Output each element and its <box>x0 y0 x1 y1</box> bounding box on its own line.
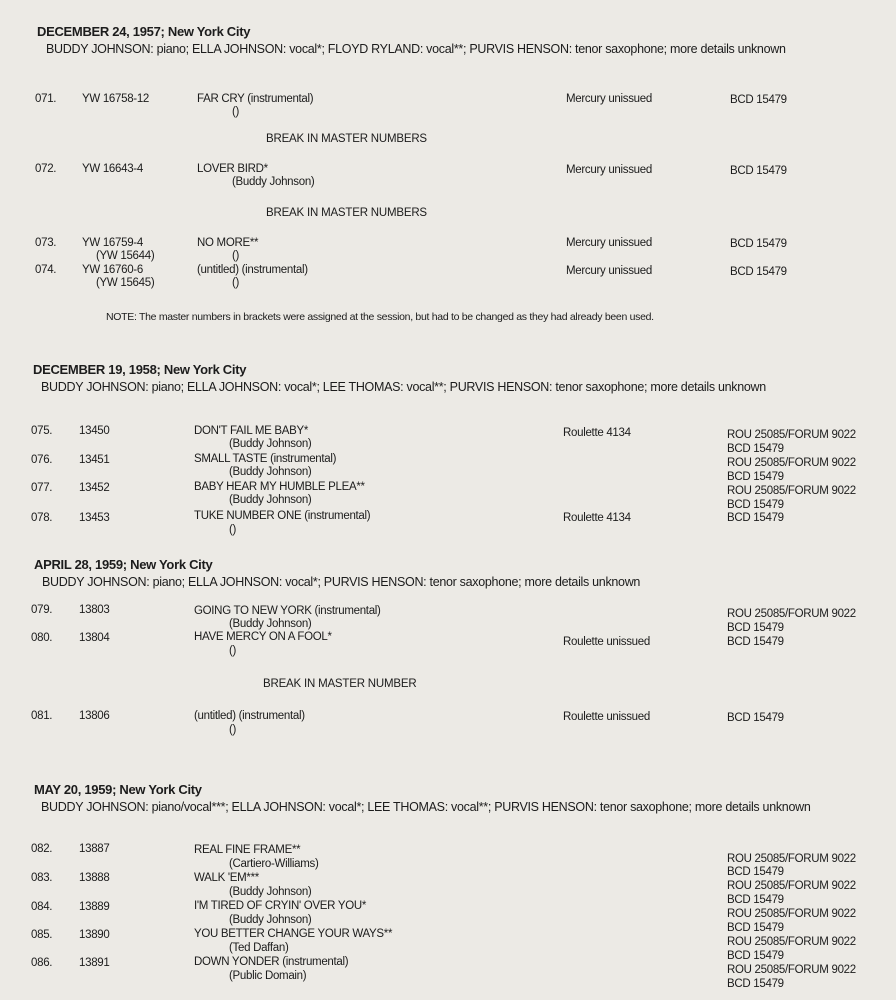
cd-issue-2: BCD 15479 <box>727 499 784 511</box>
track-number: 074. <box>35 264 57 276</box>
cd-issue-2: BCD 15479 <box>727 922 784 934</box>
session-personnel: BUDDY JOHNSON: piano; ELLA JOHNSON: vocal*; FLOYD RYLAND: vocal**; PURVIS HENSON: tenor saxophone; more details unknown <box>46 42 786 56</box>
cd-issue: BCD 15479 <box>730 94 787 106</box>
master-number: YW 16643-4 <box>82 163 143 175</box>
track-title: WALK 'EM*** <box>194 872 259 884</box>
track-title: DOWN YONDER (instrumental) <box>194 956 349 968</box>
track-title: BABY HEAR MY HUMBLE PLEA** <box>194 481 365 493</box>
cd-issue-2: BCD 15479 <box>727 978 784 990</box>
track-number: 081. <box>31 710 53 722</box>
track-title: GOING TO NEW YORK (instrumental) <box>194 605 381 617</box>
master-break-note: BREAK IN MASTER NUMBERS <box>266 207 427 219</box>
master-number: 13889 <box>79 901 110 913</box>
cd-issue: BCD 15479 <box>727 636 784 648</box>
master-break-note: BREAK IN MASTER NUMBER <box>263 678 417 690</box>
session-heading: DECEMBER 19, 1958; New York City <box>33 362 247 377</box>
session-personnel: BUDDY JOHNSON: piano/vocal***; ELLA JOHNSON: vocal*; LEE THOMAS: vocal**; PURVIS HENSON: tenor saxophone; more details unknown <box>41 800 811 814</box>
master-number: YW 16758-12 <box>82 93 150 105</box>
track-number: 086. <box>31 957 53 969</box>
cd-issue: ROU 25085/FORUM 9022 <box>727 608 856 620</box>
master-number: 13890 <box>79 929 110 941</box>
master-number: YW 16760-6 <box>82 264 143 276</box>
master-number: 13803 <box>79 604 110 616</box>
track-title: YOU BETTER CHANGE YOUR WAYS** <box>194 928 393 940</box>
cd-issue: BCD 15479 <box>727 512 784 524</box>
master-number: 13806 <box>79 710 110 722</box>
cd-issue: BCD 15479 <box>730 238 787 250</box>
master-number: 13452 <box>79 482 110 494</box>
cd-issue: BCD 15479 <box>730 266 787 278</box>
track-number: 075. <box>31 425 53 437</box>
master-number: 13888 <box>79 872 110 884</box>
track-composer: () <box>229 724 237 736</box>
cd-issue: BCD 15479 <box>727 712 784 724</box>
track-composer: (Buddy Johnson) <box>229 618 312 630</box>
track-composer: (Cartiero-Williams) <box>229 858 319 870</box>
track-number: 078. <box>31 512 53 524</box>
cd-issue-2: BCD 15479 <box>727 471 784 483</box>
track-composer: (Buddy Johnson) <box>229 438 312 450</box>
master-number-original: (YW 15644) <box>96 250 155 262</box>
master-break-note: BREAK IN MASTER NUMBERS <box>266 133 427 145</box>
cd-issue: ROU 25085/FORUM 9022 <box>727 964 856 976</box>
track-composer: () <box>232 277 240 289</box>
track-composer: (Buddy Johnson) <box>229 914 312 926</box>
track-composer: (Public Domain) <box>229 970 307 982</box>
cd-issue: ROU 25085/FORUM 9022 <box>727 457 856 469</box>
track-composer: () <box>232 250 240 262</box>
issue-label: Mercury unissued <box>566 93 652 105</box>
master-number-original: (YW 15645) <box>96 277 155 289</box>
track-composer: () <box>229 645 237 657</box>
issue-label: Mercury unissued <box>566 265 652 277</box>
track-composer: (Buddy Johnson) <box>229 494 312 506</box>
track-composer: (Buddy Johnson) <box>229 466 312 478</box>
issue-label: Roulette 4134 <box>563 512 631 524</box>
session-note: NOTE: The master numbers in brackets were assigned at the session, but had to be changed as they had already been used. <box>106 311 654 323</box>
master-number: 13450 <box>79 425 110 437</box>
cd-issue-2: BCD 15479 <box>727 950 784 962</box>
track-title: REAL FINE FRAME** <box>194 844 301 856</box>
cd-issue-2: BCD 15479 <box>727 443 784 455</box>
session-heading: DECEMBER 24, 1957; New York City <box>37 24 251 39</box>
cd-issue: BCD 15479 <box>730 165 787 177</box>
track-title: (untitled) (instrumental) <box>197 264 308 276</box>
master-number: 13804 <box>79 632 110 644</box>
track-number: 077. <box>31 482 53 494</box>
track-number: 076. <box>31 454 53 466</box>
master-number: 13453 <box>79 512 110 524</box>
track-composer: (Ted Daffan) <box>229 942 289 954</box>
track-composer: () <box>229 524 237 536</box>
master-number: 13887 <box>79 843 110 855</box>
cd-issue-2: BCD 15479 <box>727 622 784 634</box>
track-title: NO MORE** <box>197 237 259 249</box>
track-number: 073. <box>35 237 57 249</box>
cd-issue: ROU 25085/FORUM 9022 <box>727 853 856 865</box>
track-title: TUKE NUMBER ONE (instrumental) <box>194 510 371 522</box>
track-composer: () <box>232 106 240 118</box>
session-personnel: BUDDY JOHNSON: piano; ELLA JOHNSON: vocal*; PURVIS HENSON: tenor saxophone; more details unknown <box>42 575 641 589</box>
master-number: YW 16759-4 <box>82 237 143 249</box>
track-title: (untitled) (instrumental) <box>194 710 305 722</box>
cd-issue-2: BCD 15479 <box>727 866 784 878</box>
track-number: 071. <box>35 93 57 105</box>
cd-issue: ROU 25085/FORUM 9022 <box>727 936 856 948</box>
track-number: 085. <box>31 929 53 941</box>
issue-label: Mercury unissued <box>566 164 652 176</box>
track-number: 080. <box>31 632 53 644</box>
issue-label: Mercury unissued <box>566 237 652 249</box>
track-title: FAR CRY (instrumental) <box>197 93 314 105</box>
track-title: I'M TIRED OF CRYIN' OVER YOU* <box>194 900 367 912</box>
track-title: SMALL TASTE (instrumental) <box>194 453 337 465</box>
track-number: 083. <box>31 872 53 884</box>
track-number: 079. <box>31 604 53 616</box>
track-title: HAVE MERCY ON A FOOL* <box>194 631 332 643</box>
track-title: LOVER BIRD* <box>197 163 268 175</box>
issue-label: Roulette unissued <box>563 711 650 723</box>
track-number: 072. <box>35 163 57 175</box>
cd-issue: ROU 25085/FORUM 9022 <box>727 429 856 441</box>
session-heading: MAY 20, 1959; New York City <box>34 782 202 797</box>
cd-issue: ROU 25085/FORUM 9022 <box>727 908 856 920</box>
track-composer: (Buddy Johnson) <box>229 886 312 898</box>
track-number: 082. <box>31 843 53 855</box>
track-composer: (Buddy Johnson) <box>232 176 315 188</box>
session-personnel: BUDDY JOHNSON: piano; ELLA JOHNSON: vocal*; LEE THOMAS: vocal**; PURVIS HENSON: tenor saxophone; more details unknown <box>41 380 766 394</box>
track-title: DON'T FAIL ME BABY* <box>194 425 309 437</box>
cd-issue: ROU 25085/FORUM 9022 <box>727 880 856 892</box>
master-number: 13451 <box>79 454 110 466</box>
master-number: 13891 <box>79 957 110 969</box>
issue-label: Roulette 4134 <box>563 427 631 439</box>
session-heading: APRIL 28, 1959; New York City <box>34 557 213 572</box>
track-number: 084. <box>31 901 53 913</box>
cd-issue: ROU 25085/FORUM 9022 <box>727 485 856 497</box>
issue-label: Roulette unissued <box>563 636 650 648</box>
cd-issue-2: BCD 15479 <box>727 894 784 906</box>
